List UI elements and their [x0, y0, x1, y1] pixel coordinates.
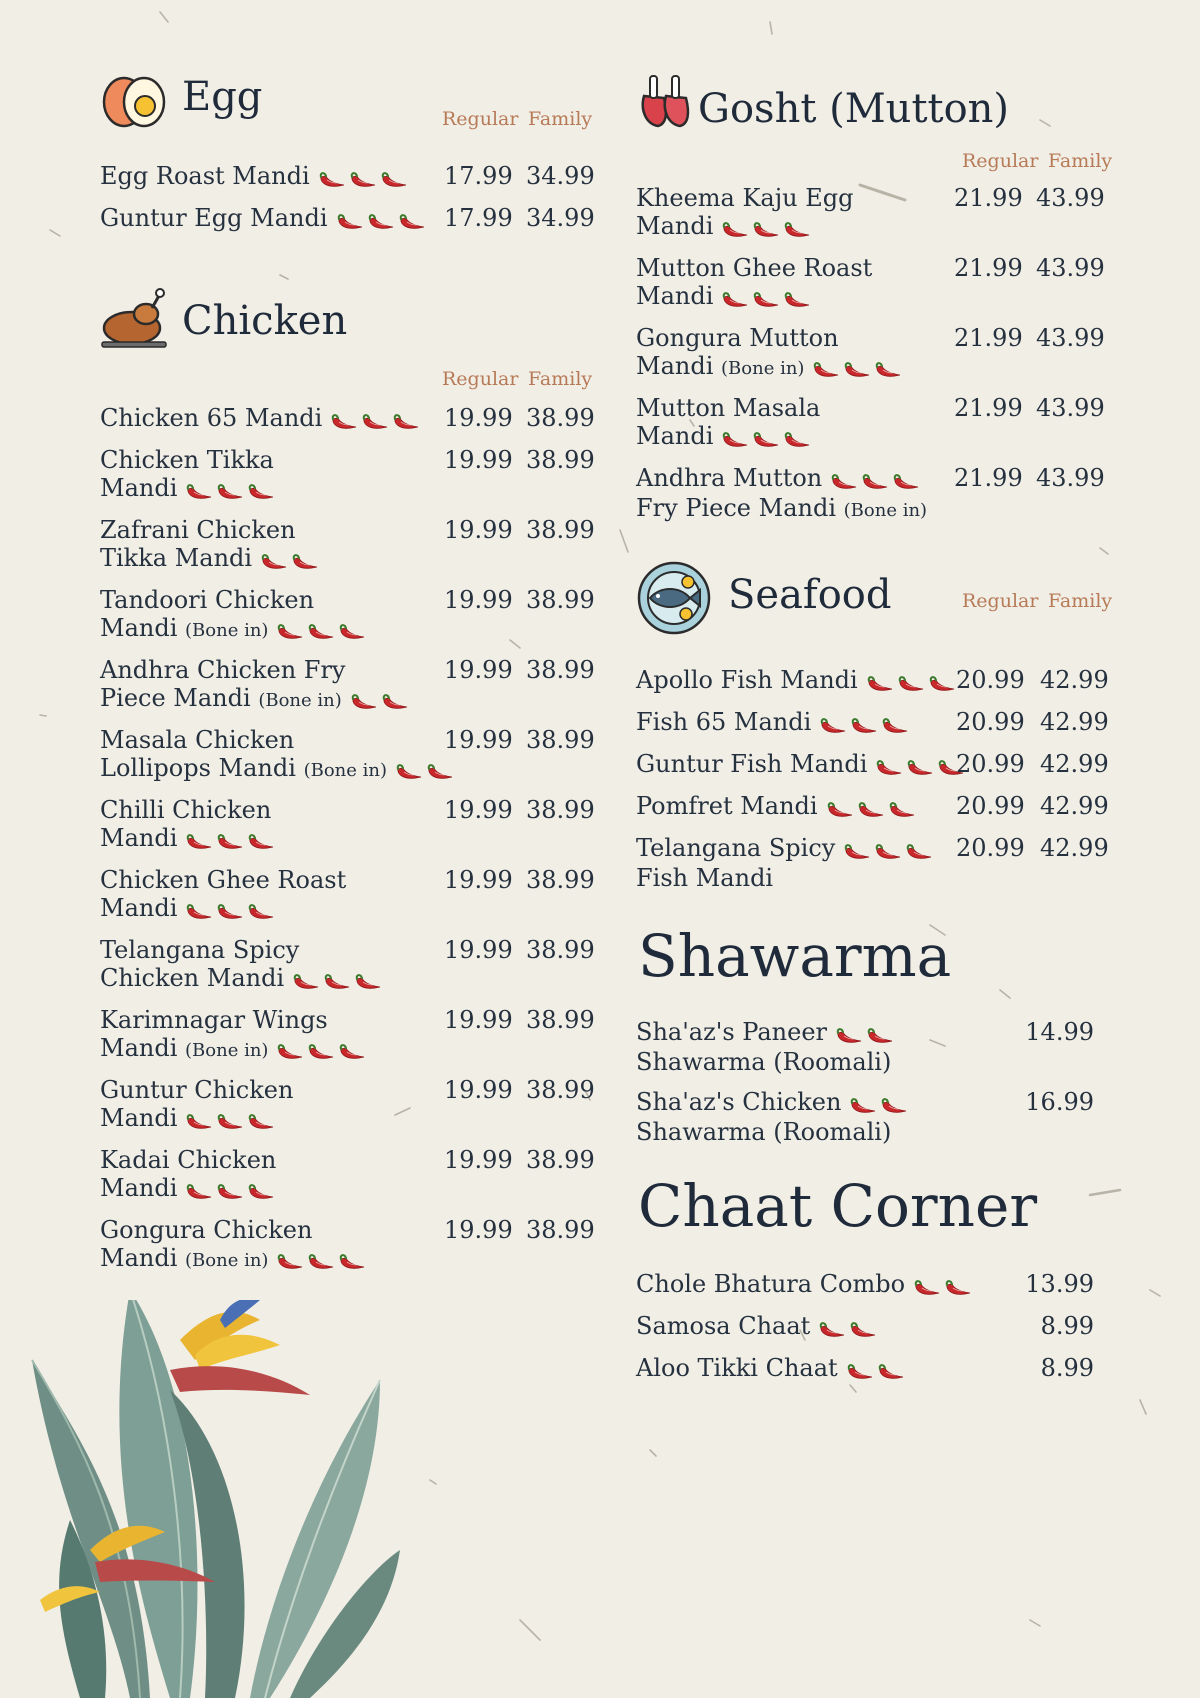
mutton-chops-icon: [636, 74, 692, 130]
item-name-line2: Mandi: [100, 1104, 178, 1132]
spice-level-indicator: [318, 164, 411, 192]
menu-item-name: [100, 1076, 600, 1134]
spice-level-indicator: [350, 686, 412, 714]
menu-item: [100, 656, 600, 715]
spice-level-indicator: [819, 710, 912, 738]
chili-pepper-icon: [944, 1277, 975, 1297]
regular-price: 19.99: [444, 1006, 513, 1034]
spice-level-indicator: [721, 284, 814, 312]
menu-item-name: [100, 936, 600, 994]
spice-level-indicator: [818, 1314, 880, 1342]
chili-pepper-icon: [849, 1319, 880, 1339]
family-price: 43.99: [1036, 324, 1105, 352]
item-name-text: Fish 65 Mandi: [636, 708, 812, 736]
seafood-section: [636, 560, 1116, 892]
item-price: 8.99: [1040, 1312, 1094, 1340]
chili-pepper-icon: [276, 621, 307, 641]
chili-pepper-icon: [330, 411, 361, 431]
spice-level-indicator: [276, 616, 369, 644]
item-name-line1: Kheema Kaju Egg: [636, 184, 854, 212]
item-name-line2: Shawarma (Roomali): [636, 1117, 892, 1146]
family-price: 38.99: [526, 586, 595, 614]
menu-item: [100, 796, 600, 854]
regular-price: 19.99: [444, 586, 513, 614]
seafood-regular-header: Regular: [962, 590, 1039, 612]
chili-pepper-icon: [307, 621, 338, 641]
chili-pepper-icon: [897, 673, 928, 693]
egg-regular-header: Regular: [442, 108, 519, 130]
chili-pepper-icon: [721, 289, 752, 309]
chili-pepper-icon: [381, 691, 412, 711]
chili-pepper-icon: [307, 1041, 338, 1061]
menu-item: [100, 404, 600, 434]
item-name-line1: Telangana Spicy: [636, 834, 836, 862]
family-price: 38.99: [526, 404, 595, 432]
chili-pepper-icon: [888, 799, 919, 819]
chili-pepper-icon: [247, 481, 278, 501]
spice-level-indicator: [849, 1090, 911, 1118]
chili-pepper-icon: [819, 715, 850, 735]
family-price: 38.99: [526, 446, 595, 474]
chili-pepper-icon: [783, 429, 814, 449]
chili-pepper-icon: [752, 289, 783, 309]
chili-pepper-icon: [336, 211, 367, 231]
chili-pepper-icon: [350, 691, 381, 711]
regular-price: 20.99: [956, 666, 1025, 694]
seafood-title: Seafood: [728, 572, 892, 618]
family-price: 43.99: [1036, 394, 1105, 422]
regular-price: 19.99: [444, 1216, 513, 1244]
chili-pepper-icon: [247, 901, 278, 921]
regular-price: 19.99: [444, 446, 513, 474]
item-name-text: Apollo Fish Mandi: [636, 666, 858, 694]
family-price: 42.99: [1040, 666, 1109, 694]
chili-pepper-icon: [216, 1181, 247, 1201]
spice-level-indicator: [185, 896, 278, 924]
chili-pepper-icon: [861, 471, 892, 491]
family-price: 38.99: [526, 1216, 595, 1244]
family-price: 43.99: [1036, 254, 1105, 282]
menu-item-name: [100, 1006, 600, 1065]
spice-level-indicator: [292, 966, 385, 994]
menu-item-name: [100, 1216, 600, 1275]
chicken-section: [100, 286, 600, 1272]
chili-pepper-icon: [843, 359, 874, 379]
item-price: 14.99: [1025, 1018, 1094, 1046]
chili-pepper-icon: [783, 219, 814, 239]
item-name-line2: Piece Mandi: [100, 684, 251, 712]
chili-pepper-icon: [721, 429, 752, 449]
item-name-line1: Kadai Chicken: [100, 1146, 277, 1174]
menu-item: [100, 516, 600, 574]
chili-pepper-icon: [216, 1111, 247, 1131]
chili-pepper-icon: [783, 289, 814, 309]
menu-item: [636, 1312, 1116, 1342]
chili-pepper-icon: [928, 673, 959, 693]
family-price: 42.99: [1040, 750, 1109, 778]
item-note: (Bone in): [258, 690, 342, 711]
family-price: 38.99: [526, 1076, 595, 1104]
family-price: 42.99: [1040, 834, 1109, 862]
menu-item: [100, 936, 600, 994]
chili-pepper-icon: [323, 971, 354, 991]
item-name-line1: Mutton Masala: [636, 394, 821, 422]
item-name-line2: Fry Piece Mandi: [636, 493, 836, 522]
family-price: 34.99: [526, 204, 595, 232]
spice-level-indicator: [835, 1020, 897, 1048]
spice-level-indicator: [276, 1036, 369, 1064]
item-name-line2: Tikka Mandi: [100, 544, 253, 572]
regular-price: 19.99: [444, 796, 513, 824]
item-name-text: Samosa Chaat: [636, 1312, 811, 1340]
fish-plate-icon: [636, 560, 712, 636]
item-name-line1: Guntur Chicken: [100, 1076, 294, 1104]
item-name-line2: Mandi: [100, 614, 178, 642]
family-price: 38.99: [526, 936, 595, 964]
item-name-line2: Mandi: [100, 1244, 178, 1272]
family-price: 38.99: [526, 1006, 595, 1034]
regular-price: 21.99: [954, 394, 1023, 422]
chili-pepper-icon: [850, 715, 881, 735]
chili-pepper-icon: [426, 761, 457, 781]
chili-pepper-icon: [361, 411, 392, 431]
item-name-line1: Mutton Ghee Roast: [636, 254, 873, 282]
menu-item: [636, 184, 1116, 242]
menu-item: [636, 394, 1116, 452]
chili-pepper-icon: [913, 1277, 944, 1297]
spice-level-indicator: [721, 214, 814, 242]
regular-price: 21.99: [954, 184, 1023, 212]
item-name-line2: Mandi: [100, 894, 178, 922]
menu-item: [100, 162, 600, 192]
chili-pepper-icon: [185, 831, 216, 851]
item-note: (Bone in): [185, 620, 269, 641]
regular-price: 21.99: [954, 254, 1023, 282]
menu-item: [636, 1018, 1116, 1076]
menu-item-name: [100, 1146, 600, 1204]
gosht-title: Gosht (Mutton): [698, 86, 1010, 132]
item-name-line1: Tandoori Chicken: [100, 586, 315, 614]
spice-level-indicator: [826, 794, 919, 822]
chili-pepper-icon: [276, 1251, 307, 1271]
chili-pepper-icon: [866, 1025, 897, 1045]
menu-item: [636, 1354, 1116, 1384]
regular-price: 21.99: [954, 464, 1023, 492]
family-price: 43.99: [1036, 184, 1105, 212]
family-price: 38.99: [526, 656, 595, 684]
item-name-line1: Gongura Chicken: [100, 1216, 313, 1244]
chili-pepper-icon: [247, 1181, 278, 1201]
regular-price: 19.99: [444, 404, 513, 432]
item-name-text: Guntur Fish Mandi: [636, 750, 868, 778]
gosht-family-header: Family: [1048, 150, 1113, 172]
item-name-line2: Mandi: [100, 1034, 178, 1062]
chili-pepper-icon: [276, 1041, 307, 1061]
family-price: 43.99: [1036, 464, 1105, 492]
chili-pepper-icon: [338, 621, 369, 641]
item-name-line2: Fish Mandi: [636, 863, 774, 892]
item-name-line2: Mandi: [636, 352, 714, 380]
spice-level-indicator: [336, 206, 429, 234]
regular-price: 20.99: [956, 792, 1025, 820]
spice-level-indicator: [843, 836, 936, 864]
chicken-family-header: Family: [528, 368, 593, 390]
spice-level-indicator: [260, 546, 322, 574]
chili-pepper-icon: [292, 971, 323, 991]
chili-pepper-icon: [877, 1361, 908, 1381]
chili-pepper-icon: [849, 1095, 880, 1115]
chili-pepper-icon: [846, 1361, 877, 1381]
item-name-line2: Chicken Mandi: [100, 964, 285, 992]
egg-family-header: Family: [528, 108, 593, 130]
chili-pepper-icon: [843, 841, 874, 861]
item-name-line1: Sha'az's Paneer: [636, 1018, 828, 1046]
seafood-family-header: Family: [1048, 590, 1113, 612]
menu-item: [636, 464, 1116, 525]
bird-of-paradise-plant-illustration: [20, 1300, 420, 1698]
spice-level-indicator: [185, 826, 278, 854]
family-price: 38.99: [526, 866, 595, 894]
regular-price: 17.99: [444, 204, 513, 232]
chili-pepper-icon: [185, 1111, 216, 1131]
spice-level-indicator: [830, 466, 923, 494]
menu-item-name: [100, 796, 600, 854]
shawarma-title: Shawarma: [638, 922, 952, 990]
chili-pepper-icon: [874, 359, 905, 379]
menu-item: [636, 750, 1116, 780]
family-price: 38.99: [526, 796, 595, 824]
chili-pepper-icon: [826, 799, 857, 819]
item-name-line1: Andhra Chicken Fry: [100, 656, 346, 684]
chili-pepper-icon: [881, 715, 912, 735]
spice-level-indicator: [721, 424, 814, 452]
egg-icon: [100, 66, 168, 134]
menu-item: [100, 1076, 600, 1134]
regular-price: 19.99: [444, 1146, 513, 1174]
family-price: 42.99: [1040, 792, 1109, 820]
menu-item: [636, 324, 1116, 383]
menu-item: [636, 666, 1116, 696]
item-name-line1: Telangana Spicy: [100, 936, 300, 964]
item-name-line2: Mandi: [636, 212, 714, 240]
item-price: 13.99: [1025, 1270, 1094, 1298]
chili-pepper-icon: [880, 1095, 911, 1115]
chili-pepper-icon: [247, 1111, 278, 1131]
menu-item-name: [100, 516, 600, 574]
menu-item-name: [100, 446, 600, 504]
menu-item-name: [100, 162, 600, 192]
menu-item: [100, 1006, 600, 1065]
chili-pepper-icon: [185, 1181, 216, 1201]
chili-pepper-icon: [875, 757, 906, 777]
menu-item-name: [100, 866, 600, 924]
chili-pepper-icon: [338, 1041, 369, 1061]
chili-pepper-icon: [380, 169, 411, 189]
spice-level-indicator: [330, 406, 423, 434]
chili-pepper-icon: [721, 219, 752, 239]
egg-title: Egg: [182, 74, 263, 120]
menu-item: [636, 1088, 1116, 1146]
chili-pepper-icon: [216, 831, 247, 851]
chili-pepper-icon: [857, 799, 888, 819]
chili-pepper-icon: [392, 411, 423, 431]
spice-level-indicator: [276, 1246, 369, 1274]
chili-pepper-icon: [307, 1251, 338, 1271]
chili-pepper-icon: [216, 481, 247, 501]
chicken-regular-header: Regular: [442, 368, 519, 390]
gosht-section: [636, 74, 1116, 522]
item-note: (Bone in): [185, 1250, 269, 1271]
item-name-line1: Karimnagar Wings: [100, 1006, 328, 1034]
item-name-line2: Mandi: [636, 282, 714, 310]
item-name-line1: Chilli Chicken: [100, 796, 272, 824]
item-name-line2: Mandi: [100, 474, 178, 502]
chili-pepper-icon: [318, 169, 349, 189]
chili-pepper-icon: [906, 757, 937, 777]
family-price: 38.99: [526, 1146, 595, 1174]
item-name-line1: Gongura Mutton: [636, 324, 839, 352]
regular-price: 20.99: [956, 750, 1025, 778]
item-name-line1: Andhra Mutton: [636, 464, 823, 492]
menu-item-name: [100, 404, 600, 434]
item-name-text: Egg Roast Mandi: [100, 162, 310, 190]
regular-price: 20.99: [956, 834, 1025, 862]
chili-pepper-icon: [216, 901, 247, 921]
family-price: 42.99: [1040, 708, 1109, 736]
menu-item: [100, 726, 600, 785]
menu-item: [100, 1216, 600, 1275]
item-name-line1: Sha'az's Chicken: [636, 1088, 842, 1116]
spice-level-indicator: [812, 354, 905, 382]
menu-item: [636, 792, 1116, 822]
spice-level-indicator: [395, 756, 457, 784]
regular-price: 19.99: [444, 656, 513, 684]
item-note: (Bone in): [721, 358, 805, 379]
regular-price: 17.99: [444, 162, 513, 190]
chili-pepper-icon: [338, 1251, 369, 1271]
regular-price: 19.99: [444, 726, 513, 754]
chili-pepper-icon: [349, 169, 380, 189]
chili-pepper-icon: [835, 1025, 866, 1045]
menu-item-name: [100, 656, 600, 715]
item-name-text: Chole Bhatura Combo: [636, 1270, 906, 1298]
item-name-line2: Mandi: [636, 422, 714, 450]
spice-level-indicator: [185, 1106, 278, 1134]
item-name-line2: Shawarma (Roomali): [636, 1047, 892, 1076]
item-name-line1: Masala Chicken: [100, 726, 295, 754]
item-name-text: Aloo Tikki Chaat: [636, 1354, 838, 1382]
chili-pepper-icon: [185, 481, 216, 501]
chili-pepper-icon: [892, 471, 923, 491]
item-name-text: Chicken 65 Mandi: [100, 404, 323, 432]
menu-item: [636, 1270, 1116, 1300]
item-name-line1: Chicken Tikka: [100, 446, 274, 474]
gosht-regular-header: Regular: [962, 150, 1039, 172]
item-note: (Bone in): [185, 1040, 269, 1061]
chili-pepper-icon: [752, 429, 783, 449]
chili-pepper-icon: [818, 1319, 849, 1339]
regular-price: 20.99: [956, 708, 1025, 736]
regular-price: 19.99: [444, 516, 513, 544]
spice-level-indicator: [866, 668, 959, 696]
egg-section: [100, 66, 600, 232]
chili-pepper-icon: [398, 211, 429, 231]
chili-pepper-icon: [812, 359, 843, 379]
menu-item: [100, 866, 600, 924]
roast-chicken-icon: [100, 286, 168, 354]
family-price: 38.99: [526, 516, 595, 544]
regular-price: 19.99: [444, 936, 513, 964]
chili-pepper-icon: [291, 551, 322, 571]
item-name-line1: Chicken Ghee Roast: [100, 866, 347, 894]
chili-pepper-icon: [354, 971, 385, 991]
chili-pepper-icon: [395, 761, 426, 781]
chili-pepper-icon: [905, 841, 936, 861]
spice-level-indicator: [185, 1176, 278, 1204]
regular-price: 21.99: [954, 324, 1023, 352]
family-price: 34.99: [526, 162, 595, 190]
menu-item-name: [100, 204, 600, 234]
chili-pepper-icon: [752, 219, 783, 239]
spice-level-indicator: [846, 1356, 908, 1384]
item-note: (Bone in): [303, 760, 387, 781]
menu-item-name: [100, 586, 600, 645]
chili-pepper-icon: [185, 901, 216, 921]
menu-item-name: [100, 726, 600, 785]
item-name-line2: Mandi: [100, 1174, 178, 1202]
item-price: 8.99: [1040, 1354, 1094, 1382]
regular-price: 19.99: [444, 866, 513, 894]
spice-level-indicator: [913, 1272, 975, 1300]
chili-pepper-icon: [830, 471, 861, 491]
menu-item: [636, 708, 1116, 738]
family-price: 38.99: [526, 726, 595, 754]
spice-level-indicator: [875, 752, 968, 780]
chicken-title: Chicken: [182, 298, 348, 344]
item-price: 16.99: [1025, 1088, 1094, 1116]
item-name-text: Pomfret Mandi: [636, 792, 818, 820]
item-name-line2: Mandi: [100, 824, 178, 852]
chili-pepper-icon: [247, 831, 278, 851]
menu-item: [636, 834, 1116, 892]
chili-pepper-icon: [367, 211, 398, 231]
chili-pepper-icon: [874, 841, 905, 861]
item-name-line1: Zafrani Chicken: [100, 516, 296, 544]
menu-item: [100, 446, 600, 504]
item-name-line2: Lollipops Mandi: [100, 754, 296, 782]
regular-price: 19.99: [444, 1076, 513, 1104]
spice-level-indicator: [185, 476, 278, 504]
menu-item: [100, 204, 600, 234]
chaat-corner-title: Chaat Corner: [638, 1172, 1038, 1240]
chili-pepper-icon: [260, 551, 291, 571]
item-note: (Bone in): [843, 499, 928, 521]
item-name-text: Guntur Egg Mandi: [100, 204, 328, 232]
menu-item: [100, 1146, 600, 1204]
menu-item: [636, 254, 1116, 312]
chili-pepper-icon: [866, 673, 897, 693]
menu-item: [100, 586, 600, 645]
